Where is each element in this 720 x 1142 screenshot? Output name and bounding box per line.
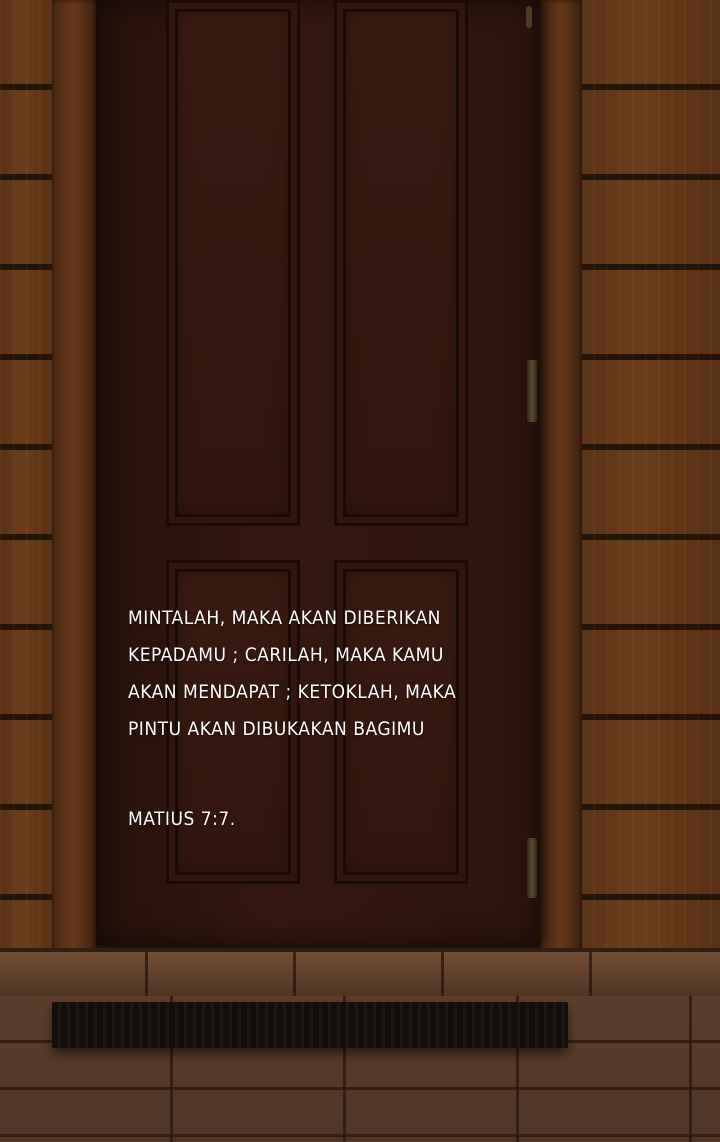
verse-line: PINTU AKAN DIBUKAKAN BAGIMU <box>128 718 425 740</box>
door-latch <box>526 6 532 28</box>
wooden-door <box>96 0 540 945</box>
left-wall-planks <box>0 0 56 960</box>
bible-verse-text <box>128 600 457 748</box>
door-hinge-lower <box>527 838 537 898</box>
verse-line: MINTALAH, MAKA AKAN DIBERIKAN <box>128 607 441 629</box>
door-panel-top-left <box>166 0 300 526</box>
verse-reference: MATIUS 7:7. <box>128 808 236 830</box>
door-frame-right <box>540 0 582 955</box>
doormat <box>52 1002 568 1048</box>
door-frame-left <box>52 0 96 955</box>
door-panel-top-right <box>334 0 468 526</box>
doorstep <box>0 948 720 1000</box>
right-wall-planks <box>580 0 720 960</box>
verse-line: KEPADAMU ; CARILAH, MAKA KAMU <box>128 644 444 666</box>
door-hinge-upper <box>527 360 537 422</box>
verse-line: AKAN MENDAPAT ; KETOKLAH, MAKA <box>128 681 457 703</box>
